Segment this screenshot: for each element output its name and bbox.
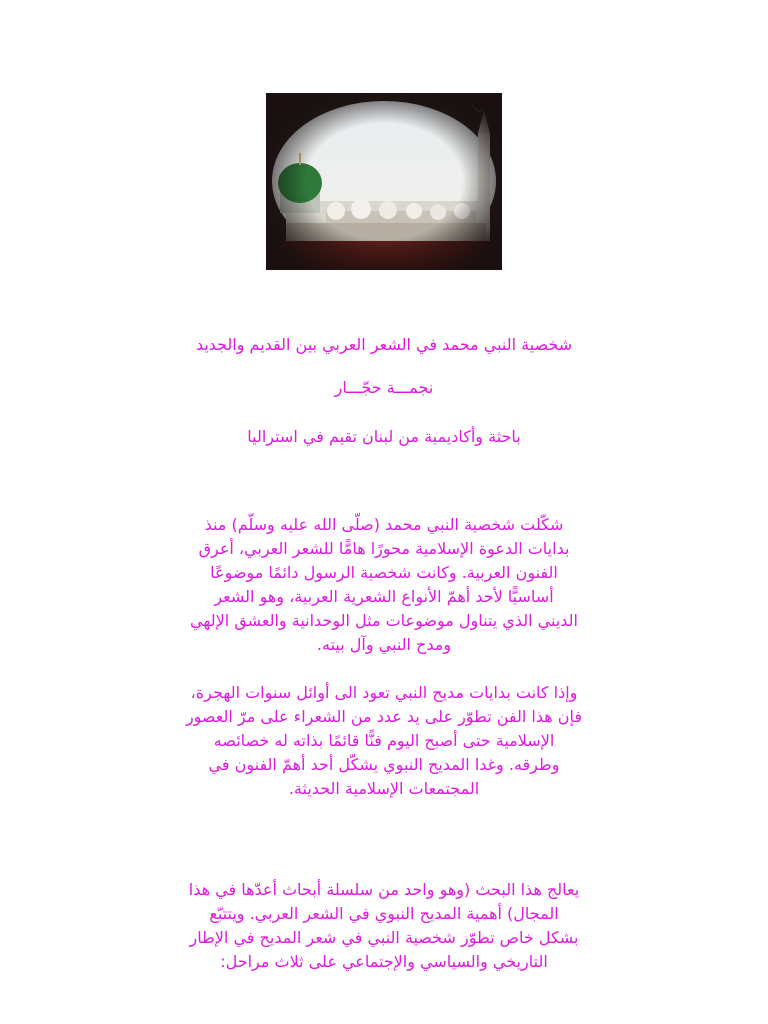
paragraph-line: المجتمعات الإسلامية الحديثة. bbox=[288, 779, 480, 798]
paragraph-line: ومدح النبي وآل بيته. bbox=[316, 635, 452, 654]
paragraph-line: الإسلامية حتى أصبح اليوم فنًّا قائمًا بذاته له خصائصه bbox=[213, 731, 555, 750]
author-affiliation: باحثة وأكاديمية من لبنان تقيم في استراليا bbox=[247, 427, 521, 446]
mosque-dome-photo-icon bbox=[266, 93, 502, 270]
paragraph-line: يعالج هذا البحث (وهو واحد من سلسلة أبحاث أعدّها في هذا bbox=[188, 880, 580, 899]
paragraph-line: بدايات الدعوة الإسلامية محورًا هامًّا للشعر العربي، أعرق bbox=[198, 539, 570, 558]
paragraph-2 bbox=[114, 681, 654, 801]
paragraph-line: المجال) أهمية المديح النبوي في الشعر العربي. ويتتبّع bbox=[209, 904, 559, 923]
paragraph-line: أساسيًّا لأحد أهمّ الأنواع الشعرية العربية، وهو الشعر bbox=[214, 587, 554, 606]
paragraph-line: وطرقه. وغدا المديح النبوي يشكّل أحد أهمّ الفنون في bbox=[208, 755, 560, 774]
paragraph-1 bbox=[114, 513, 654, 657]
author-name: نجمـــة حجّـــار bbox=[334, 378, 434, 397]
paragraph-line: بشكل خاص تطوّر شخصية النبي في شعر المديح في الإطار bbox=[189, 928, 579, 947]
header-photo bbox=[266, 93, 502, 270]
article-title: شخصية النبي محمد في الشعر العربي بين القديم والجديد bbox=[195, 335, 573, 354]
paragraph-line: الفنون العربية. وكانت شخصية الرسول دائمًا موضوعًا bbox=[210, 563, 558, 582]
paragraph-line: التاريخي والسياسي والإجتماعي على ثلاث مراحل: bbox=[220, 952, 548, 971]
paragraph-3 bbox=[114, 878, 654, 974]
paragraph-line: وإذا كانت بدايات مديح النبي تعود الى أوائل سنوات الهجرة، bbox=[190, 683, 578, 702]
paragraph-line: شكّلت شخصية النبي محمد (صلّى الله عليه وسلّم) منذ bbox=[204, 515, 564, 534]
paragraph-line: فإن هذا الفن تطوّر على يد عدد من الشعراء على مرّ العصور bbox=[185, 707, 583, 726]
paragraph-line: الديني الذي يتناول موضوعات مثل الوحدانية والعشق الإلهي bbox=[190, 611, 578, 630]
